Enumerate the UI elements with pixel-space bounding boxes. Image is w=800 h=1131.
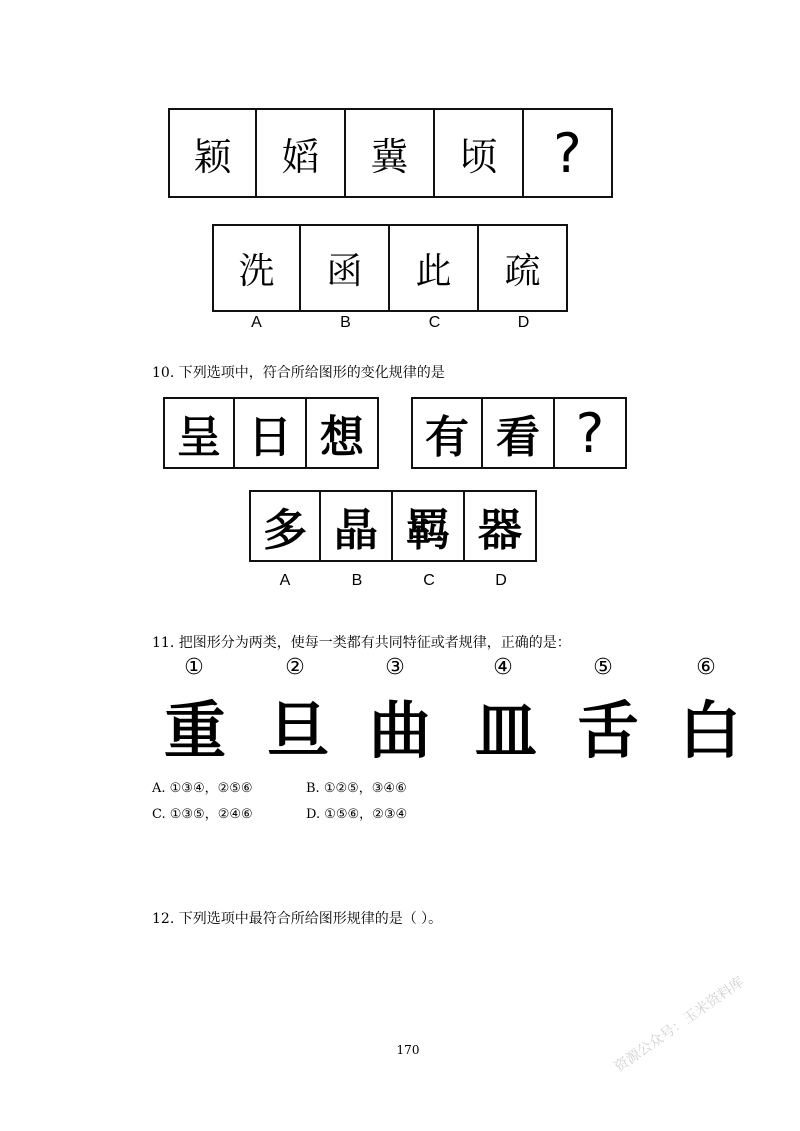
q11-char-5: 舌 (576, 694, 639, 767)
q9-question-row (168, 108, 613, 198)
q10-option-labels (249, 572, 537, 590)
q10-g1-cell-1: 呈 (163, 397, 235, 469)
watermark: 资源公众号：玉米资料库 (611, 974, 748, 1076)
q9-options-row (212, 224, 568, 312)
q10-option-b: 晶 (321, 490, 393, 562)
q9-cell-2: 嫍 (257, 108, 346, 198)
q10-g2-cell-1: 有 (411, 397, 483, 469)
q11-option-b: B. ①②⑤，③④⑥ (306, 781, 407, 796)
q9-question-mark: ? (524, 108, 613, 198)
q10-option-c: 羁 (393, 490, 465, 562)
q10-g1-cell-3: 想 (307, 397, 379, 469)
q10-group-1 (163, 397, 379, 469)
page-number: 170 (396, 1043, 420, 1057)
q9-option-d: 疏 (479, 224, 568, 312)
q10-option-a: 多 (249, 490, 321, 562)
q10-text: 10. 下列选项中，符合所给图形的变化规律的是 (152, 365, 445, 381)
q11-char-3: 曲 (368, 694, 431, 767)
q11-number-3: ③ (385, 655, 405, 680)
q10-g1-cell-2: 日 (235, 397, 307, 469)
q11-option-d: D. ①⑤⑥，②③④ (306, 807, 408, 822)
q9-label-a: A (251, 314, 262, 331)
q9-label-d: D (517, 314, 530, 331)
q10-options-row (249, 490, 537, 562)
q11-number-4: ④ (493, 655, 513, 680)
q10-question-mark: ? (555, 397, 627, 469)
q11-char-4: 皿 (474, 694, 537, 767)
q9-option-c: 此 (390, 224, 479, 312)
q12-text: 12. 下列选项中最符合所给图形规律的是（ ）。 (152, 911, 443, 927)
q11-text: 11. 把图形分为两类，使每一类都有共同特征或者规律，正确的是： (152, 635, 571, 651)
q11-option-a: A. ①③④，②⑤⑥ (152, 781, 253, 796)
q10-group-2 (411, 397, 627, 469)
q11-char-2: 旦 (266, 694, 329, 767)
q9-option-b: 函 (301, 224, 390, 312)
q10-label-d: D (495, 572, 507, 589)
q11-number-5: ⑤ (593, 655, 613, 680)
q9-option-a: 洗 (212, 224, 301, 312)
q9-label-c: C (428, 314, 441, 331)
q11-char-1: 重 (163, 694, 226, 767)
q11-number-6: ⑥ (696, 655, 716, 680)
q9-cell-1: 颖 (168, 108, 257, 198)
q9-option-labels (212, 314, 568, 332)
q10-label-b: B (351, 572, 363, 589)
q10-option-d: 器 (465, 490, 537, 562)
q11-option-c: C. ①③⑤，②④⑥ (152, 807, 253, 822)
q11-number-2: ② (285, 655, 305, 680)
q9-label-b: B (340, 314, 351, 331)
q10-label-c: C (423, 572, 435, 589)
q11-char-6: 白 (678, 694, 741, 767)
q9-cell-3: 冀 (346, 108, 435, 198)
q10-label-a: A (279, 572, 291, 589)
q9-cell-4: 顷 (435, 108, 524, 198)
q10-g2-cell-2: 看 (483, 397, 555, 469)
q11-number-1: ① (184, 655, 204, 680)
